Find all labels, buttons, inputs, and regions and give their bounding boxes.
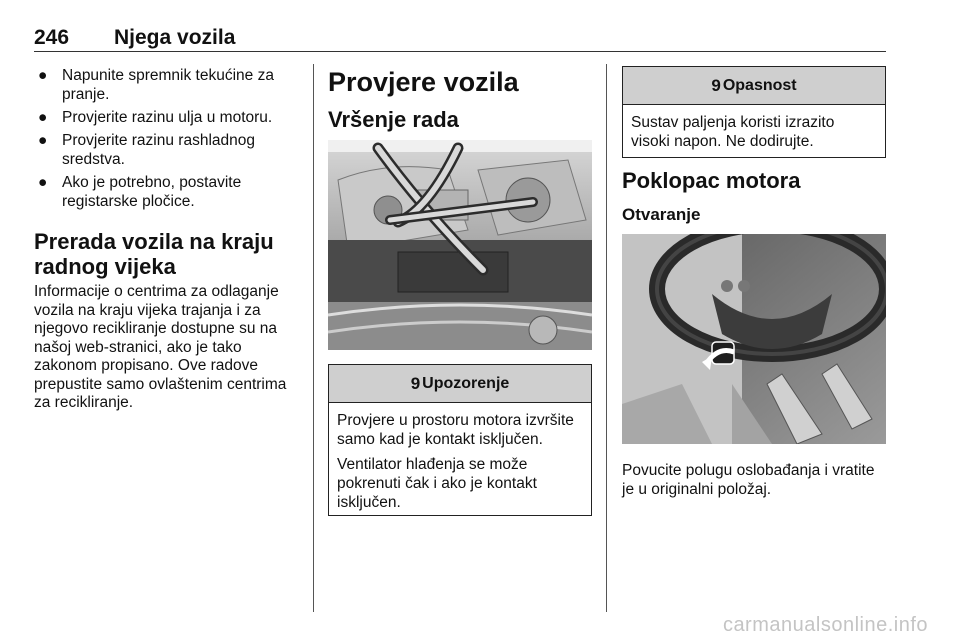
hood-heading: Poklopac motora bbox=[622, 168, 801, 193]
checklist bbox=[34, 66, 300, 211]
bullet-icon: ● bbox=[38, 174, 48, 191]
watermark: carmanualsonline.info bbox=[722, 614, 928, 636]
end-of-life-paragraph: Informacije o centrima za odlaganje vozila na kraju vijeka trajanja i za njegovo recikliranje dostupne su na našoj web-stranici, ako je tako zakonom propisano. Ove radove prepustite samo ovlaštenim centrima za recikliranje. bbox=[34, 283, 287, 411]
column-divider-right bbox=[606, 64, 607, 612]
warning-triangle-icon: 9 bbox=[711, 75, 721, 95]
list-item: ● Napunite spremnik tekućine za pranje. bbox=[38, 67, 274, 103]
warning-body bbox=[329, 403, 591, 512]
list-item: ● Ako je potrebno, postavite registarske pločice. bbox=[38, 174, 242, 210]
engine-bay-photo bbox=[328, 140, 592, 350]
bullet-icon: ● bbox=[38, 109, 48, 126]
bullet-icon: ● bbox=[38, 67, 48, 84]
middle-column bbox=[328, 66, 592, 133]
section-subtitle: Vršenje rada bbox=[328, 107, 459, 132]
section-title: Njega vozila bbox=[114, 26, 236, 49]
bullet-icon: ● bbox=[38, 132, 48, 149]
warning-box bbox=[328, 364, 592, 516]
end-of-life-heading: Prerada vozila na kraju radnog vijeka bbox=[34, 229, 274, 279]
left-column bbox=[34, 66, 300, 413]
hood-caption: Povucite polugu oslobađanja i vratite je u originalni položaj. bbox=[622, 462, 875, 498]
danger-label: Opasnost bbox=[722, 76, 797, 94]
hood-section bbox=[622, 168, 886, 225]
danger-header bbox=[623, 67, 885, 105]
page-number: 246 bbox=[34, 26, 70, 49]
list-item: ● Provjerite razinu rashladnog sredstva. bbox=[38, 132, 255, 168]
hood-release-photo bbox=[622, 234, 886, 444]
warning-triangle-icon: 9 bbox=[410, 373, 421, 393]
list-item: ● Provjerite razinu ulja u motoru. bbox=[38, 109, 273, 126]
page-header bbox=[34, 26, 886, 52]
warning-paragraph: Provjere u prostoru motora izvršite samo kad je kontakt isključen. bbox=[337, 412, 574, 448]
danger-body: Sustav paljenja koristi izrazito visoki napon. Ne dodirujte. bbox=[631, 114, 835, 150]
warning-label: Upozorenje bbox=[422, 374, 510, 392]
column-divider-left bbox=[313, 64, 314, 612]
warning-header bbox=[329, 365, 591, 403]
opening-subheading: Otvaranje bbox=[622, 205, 701, 224]
danger-box bbox=[622, 66, 886, 158]
chapter-title: Provjere vozila bbox=[328, 67, 519, 97]
warning-paragraph: Ventilator hlađenja se može pokrenuti čak i ako je kontakt isključen. bbox=[337, 456, 537, 511]
